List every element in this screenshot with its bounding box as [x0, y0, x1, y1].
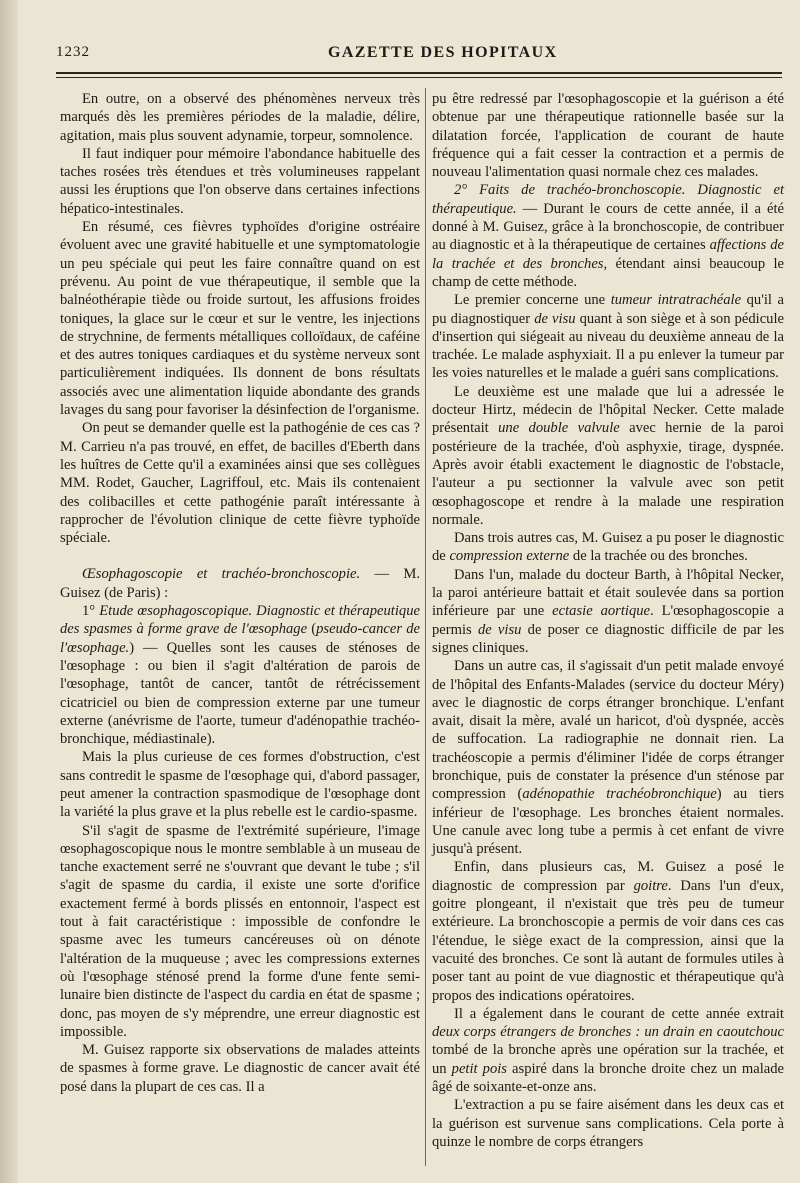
- paragraph: En résumé, ces fièvres typhoïdes d'origine ostréaire évoluent avec une gravité habituelle et une symptomatologie un peu spéciale qui peut les faire connaître quand on est prévenu. Au point de vue thérapeutique, il semble que la balnéothérapie tiède ou froide surtout, les affusions froides toniques, la glace sur le cœur et sur le ventre, les injections de strychnine, de ferments métalliques colloïdaux, de caféine et des autres toniques cardiaques et du système nerveux sont particulièrement indiquées. Ils donnent de bons résultats associés avec une alimentation liquide abondante des grands lavages du sang pour favoriser la désinfection de l'organisme.: [60, 219, 420, 419]
- italic-term: deux corps étrangers de bronches : un drain en caoutchouc: [432, 1024, 784, 1041]
- column-divider: [425, 88, 426, 1166]
- paragraph-text: Enfin, dans plusieurs cas, M. Guisez a posé le diagnostic de compression par: [432, 859, 784, 894]
- italic-term: affections de la trachée et des bronches: [432, 237, 784, 272]
- header-rule: [56, 72, 782, 74]
- subsection-number: 1°: [82, 603, 100, 620]
- left-column: [60, 90, 420, 1096]
- paragraph: [432, 657, 784, 858]
- italic-term: une double valvule: [498, 420, 620, 437]
- italic-term: de visu: [477, 621, 522, 638]
- paragraph: [432, 529, 784, 566]
- paragraph-text: Dans trois autres cas, M. Guisez a pu poser le diagnostic de: [432, 530, 784, 565]
- paragraph: L'extraction a pu se faire aisément dans les deux cas et la guérison est survenue sans complications. Cela porte à quinze le nombre de corps étrangers: [432, 1097, 784, 1150]
- page-header: [56, 44, 780, 68]
- paragraph-text: Dans l'un, malade du docteur Barth, à l'hôpital Necker, la paroi antérieure battait et était soulevée dans sa portion inférieure par une: [432, 566, 784, 620]
- italic-term: de visu: [534, 310, 576, 327]
- paragraph-text: de la trachée ou des bronches.: [569, 548, 748, 565]
- paragraph-text: Le premier concerne une: [454, 292, 611, 309]
- paragraph-text: tombé de la bronche après une opération sur la trachée, et un: [432, 1042, 784, 1077]
- paragraph: S'il s'agit de spasme de l'extrémité supérieure, l'image œsophagoscopique nous le montre semblable à un museau de tanche exactement serré ne s'ouvrant que devant le tube ; s'il s'agit de spasme du cardia, il existe une sorte d'orifice exactement fermé à bords plissés en entonnoir, l'aspect est tout à fait caractéristique : impossible de confondre le spasme avec les tumeurs cancéreuses où on dénote l'altération de la muqueuse ; avec les compressions externes où l'œsophage sténosé prend la forme d'une fente semi-lunaire bien distincte de l'aspect du cardia en état de spasme ; donc, pas moyen de s'y méprendre, une erreur diagnostic est impossible.: [60, 822, 420, 1040]
- paragraph-text: . L'œsophagoscopie a permis: [432, 603, 784, 638]
- italic-term: ectasie aortique: [552, 603, 651, 620]
- paragraph: [432, 858, 784, 1004]
- paragraph-text: aspiré dans la bronche droite chez un malade âgé de soixante-et-onze ans.: [432, 1060, 785, 1096]
- running-title: GAZETTE DES HOPITAUX: [328, 44, 558, 61]
- paragraph-text: Il a également dans le courant de cette année extrait: [454, 1005, 784, 1022]
- page-number: 1232: [56, 44, 90, 60]
- italic-term: compression externe: [449, 548, 570, 565]
- paragraph-text: ) au tiers inférieur de l'œsophage. Les bronches étaient normales. Une canule avec long tube a permis à cet enfant de vivre jusqu'à présent.: [432, 786, 784, 858]
- paragraph-text: ) — Quelles sont les causes de sténoses de l'œsophage : ou bien il s'agit d'altération de parois de l'œsophage, tantôt de cancer, tantôt de rétrécissement cicatriciel ou bien de compression externe par une tumeur externe (anévrisme de l'aorte, tumeur d'adénopathie trachéo-bronchique, médiastinale).: [60, 639, 420, 748]
- right-column: [432, 90, 784, 1151]
- header-rule-thin: [56, 77, 782, 78]
- paragraph: Il faut indiquer pour mémoire l'abondance habituelle des taches rosées très étendues et très volumineuses rappelant aussi les éruptions que l'on observe dans certaines infections hépatico-intestinales.: [60, 145, 420, 217]
- section-title: Œsophagoscopie et trachéo-bronchoscopie.: [82, 566, 361, 583]
- paragraph: [432, 1005, 784, 1096]
- italic-term: petit pois: [451, 1060, 507, 1077]
- subsection-title: 2° Faits de trachéo-bronchoscopie. Diagnostic et thérapeutique.: [432, 182, 784, 217]
- paragraph-text: qu'il a pu diagnostiquer: [432, 292, 784, 327]
- paragraph-text: avec hernie de la paroi postérieure de la trachée, d'où asphyxie, tirage, dyspnée. Après avoir établi exactement le diagnostic de l'obstacle, l'auteur a pu sectionner la valvule avec son petit œsophagoscope et rendre à la malade une respiration normale.: [432, 420, 784, 528]
- paragraph: [432, 291, 784, 382]
- section-author: — M. Guisez (de Paris) :: [60, 566, 420, 601]
- paragraph-text: . Dans l'un d'eux, goitre plongeant, il n'existait que très peu de tumeur extérieure. La bronchoscopie a permis de voir dans ces cas l'étendue, le siège exact de la compression, ainsi que la vacuité des bronches. Ce sont là autant de formules utiles à poser tant au point de vue diagnostic et thérapeutique qu'à propos des indications opératoires.: [432, 877, 784, 1004]
- paragraph: pu être redressé par l'œsophagoscopie et la guérison a été obtenue par une thérapeutique rationnelle basée sur la dilatation forcée, l'application de courant de haute fréquence qui a fait cesser la contraction et a permis de nouveau l'alimentation quasi normale chez ces malades.: [432, 91, 784, 181]
- italic-term: tumeur intratrachéale: [610, 292, 742, 309]
- page-edge-shadow: [0, 0, 18, 1183]
- paragraph-text: Dans un autre cas, il s'agissait d'un petit malade envoyé de l'hôpital des Enfants-Malades (service du docteur Méry) avec le diagnostic de corps étranger bronchique. L'enfant avait, disait la mère, avalé un haricot, d'où dyspnée, accès de suffocation. La radiographie ne donnait rien. La trachéoscopie a permis d'éliminer l'idée de corps étranger bronchique, puis de constater la présence d'un sténose par compression (: [432, 658, 784, 803]
- paragraph: M. Guisez rapporte six observations de malades atteints de spasmes à forme grave. Le diagnostic de cancer avait été posé dans la plupart de ces cas. Il a: [60, 1042, 420, 1095]
- paragraph: Mais la plus curieuse de ces formes d'obstruction, c'est sans contredit le spasme de l'œsophage qui, d'abord passager, peut amener la contraction spasmodique de l'œsophage dont la variété la plus grave et la plus rebelle est le cardio-spasme.: [60, 749, 420, 821]
- paragraph: On peut se demander quelle est la pathogénie de ces cas ? M. Carrieu n'a pas trouvé, en effet, de bacilles d'Eberth dans les huîtres de Cette qu'il a examinées ainsi que ses collègues MM. Rodet, Gaucher, Lagriffoul, etc. Mais ils contenaient des colibacilles et cette pathogénie paraît intéressante à rapprocher de l'évolution clinique de cette fièvre typhoïde spéciale.: [60, 420, 420, 547]
- paragraph: [432, 383, 784, 529]
- paragraph-text: — Durant le cours de cette année, il a été donné à M. Guisez, grâce à la bronchoscopie, de contribuer au diagnostic et à la thérapeutique de certaines: [432, 200, 784, 254]
- subsection-title: Etude œsophagoscopique. Diagnostic et thérapeutique des spasmes à forme grave de l'œsophage: [60, 603, 420, 638]
- paragraph-text: Le deuxième est une malade que lui a adressée le docteur Hirtz, médecin de l'hôpital Necker. Cette malade présentait: [432, 383, 784, 437]
- italic-term: adénopathie trachéobronchique: [522, 786, 717, 803]
- paren-open: (: [307, 621, 317, 638]
- subsection-subtitle: pseudo-cancer de l'œsophage.: [60, 621, 420, 656]
- subsection-paragraph: [60, 602, 420, 748]
- paragraph-text: quant à son siège et à son pédicule d'insertion qui siégeait au niveau du deuxième anneau de la trachée. Le malade asphyxiait. Il a pu enlever la tumeur par les voies naturelles et le malade a guéri sans complications.: [432, 310, 784, 382]
- paragraph-text: , étendant ainsi beaucoup le champ de cette méthode.: [432, 255, 784, 290]
- italic-term: goitre: [633, 877, 668, 894]
- paragraph: [432, 566, 784, 657]
- subsection-paragraph: [432, 181, 784, 291]
- paragraph-text: de poser ce diagnostic difficile de par les signes cliniques.: [432, 621, 784, 656]
- paragraph: En outre, on a observé des phénomènes nerveux très marqués dès les premières périodes de la maladie, délire, agitation, mais plus souvent adynamie, torpeur, somnolence.: [60, 91, 420, 144]
- section-heading-paragraph: [60, 565, 420, 602]
